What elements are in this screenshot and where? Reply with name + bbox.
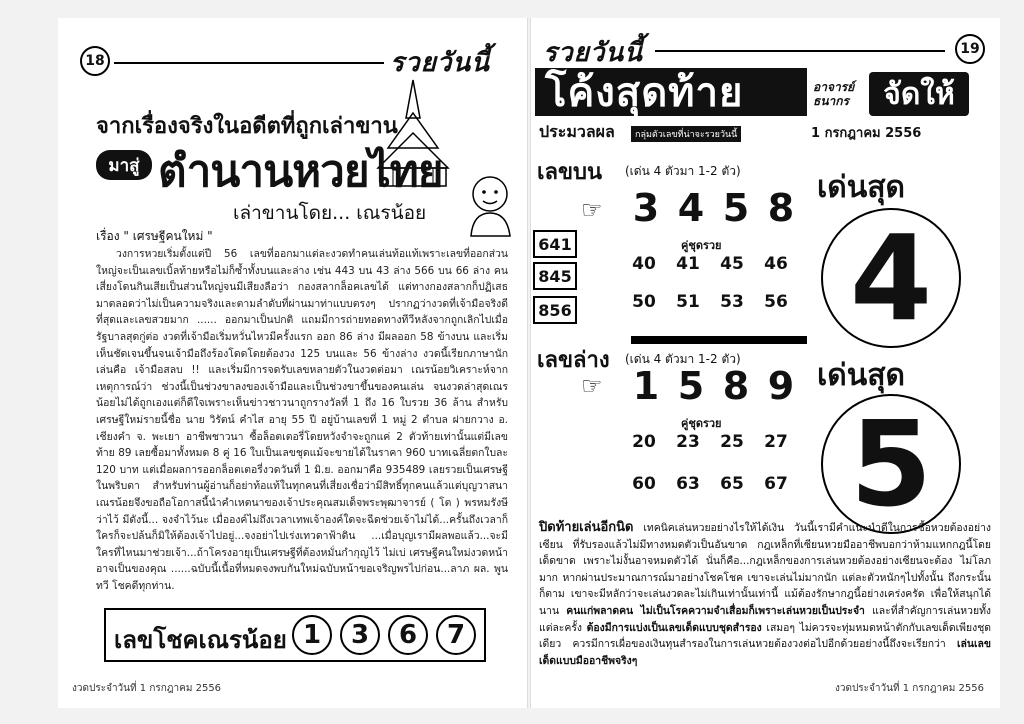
lucky-number-2: 3 [340, 615, 380, 655]
top-pair: 41 [676, 254, 700, 274]
section-divider [631, 336, 807, 344]
banner-title: โค้งสุดท้าย [535, 68, 807, 116]
den-sut-top-number: 4 [821, 208, 961, 348]
top-pair: 56 [764, 292, 788, 312]
bottom-pair: 23 [676, 432, 700, 452]
top-digit: 4 [677, 186, 705, 230]
top-pair: 50 [632, 292, 656, 312]
top-digit: 5 [722, 186, 750, 230]
author-name: ธนากร [813, 94, 849, 108]
lucky-number-1: 1 [292, 615, 332, 655]
pointing-hand-icon: ☞ [581, 196, 603, 224]
page-number: 18 [80, 46, 110, 76]
top-digit: 3 [632, 186, 660, 230]
top-pair: 40 [632, 254, 656, 274]
bottom-pair: 25 [720, 432, 744, 452]
closing-text: เทคนิคเล่นหวยอย่างไรให้ได้เงิน วันนี้เรามีคำแนะนำดีในการซื้อหวยต้องอย่างเซียน ที่รับรองแล้วไม่มีทางหมดตัวเป็นอันขาด กฎเหล็กที่เซียนหวยมืออาชีพบอกว่าห้ามแหกกฎนี้โดยเด็ดขาด เพราะไม่งั้นอาจหมดตัวได้ นั่นก็คือ...กฎเหล็กของการเล่นหวยต้องอย่างเซียนจะต้อง ไม่โลภมาก หากผ่านประมาณการณ์มาอย่างโชคโชค เขาจะเล่นไม่มากนัก แต่ละตัวหนักๆไปทั้งนั้น ถึงกระนั้นก็ตาม เขาจะมีหลักว่าจะเล่นงวดละไม่เกินเท่านั้นเท่านี้ แม้ต้องรักษากฎนี้อย่างเคร่งครัด เพื่อให้สนุกได้นาน [539, 522, 991, 617]
group-label: กลุ่มตัวเลขที่น่าจะรวยวันนี้ [631, 126, 741, 142]
side-number-box: 845 [533, 262, 577, 290]
header-rule [114, 62, 384, 64]
bottom-pair: 27 [764, 432, 788, 452]
page-footer: งวดประจำวันที่ 1 กรกฎาคม 2556 [72, 683, 222, 694]
author-badge: จัดให้ [869, 72, 969, 116]
den-sut-bottom-number: 5 [821, 394, 961, 534]
bottom-digit: 5 [677, 364, 705, 408]
top-pair: 45 [720, 254, 744, 274]
pointing-hand-icon: ☞ [581, 372, 603, 400]
bottom-section-label: เลขล่าง [537, 348, 610, 373]
top-section-label: เลขบน [537, 160, 603, 185]
brand-logo: รวยวันนี้ [390, 48, 490, 78]
closing-article [539, 520, 991, 669]
top-pair: 46 [764, 254, 788, 274]
bottom-pairs-label: คู่ชุดรวย [681, 417, 722, 430]
closing-text-2: และที่สำคัญการเล่นหวยทั้งแต่ละครั้ง [539, 604, 991, 634]
left-page [58, 18, 528, 708]
bottom-digit: 1 [632, 364, 660, 408]
closing-bold-1: คนแก่พลาดคน ไม่เป็นโรคความจำเสื่อมก็เพราะเล่นหวยเป็นประจำ [566, 604, 865, 617]
bottom-pair: 60 [632, 474, 656, 494]
top-pair: 51 [676, 292, 700, 312]
bottom-digit: 8 [722, 364, 750, 408]
header-line: จากเรื่องจริงในอดีตที่ถูกเล่าขาน [96, 114, 398, 139]
prak-label: ประมวลผล [539, 122, 615, 141]
author-title: อาจารย์ [813, 80, 855, 94]
monk-illustration [463, 168, 518, 238]
top-section-note: (เด่น 4 ตัวมา 1-2 ตัว) [625, 164, 741, 178]
right-page [530, 18, 1000, 708]
top-digit: 8 [767, 186, 795, 230]
bottom-digit: 9 [767, 364, 795, 408]
top-pair: 53 [720, 292, 744, 312]
lucky-number-4: 7 [436, 615, 476, 655]
den-sut-label: เด่นสุด [817, 358, 906, 393]
brand-logo: รวยวันนี้ [543, 38, 643, 68]
lucky-number-3: 6 [388, 615, 428, 655]
header-rule [655, 50, 945, 52]
article-body [96, 246, 508, 594]
bottom-pair: 67 [764, 474, 788, 494]
page-number: 19 [955, 34, 985, 64]
bottom-section-note: (เด่น 4 ตัวมา 1-2 ตัว) [625, 352, 741, 366]
side-number-box: 856 [533, 296, 577, 324]
closing-bold-3: เล่นเลขเด็ดแบบมืออาชีพจริงๆ [539, 638, 991, 667]
narrator-credit: เล่าขานโดย... เณรน้อย [233, 202, 427, 224]
lucky-number-box [104, 608, 486, 662]
closing-text-3: เสมอๆ ไม่ควรจะทุ่มหมดหน้าตักกับเลขเด็ดเพียงชุดเดียว ควรมีการเผื่อของเงินทุนสำรองในการเล่นหวยต้องวงต่อไปอีกด้วยอย่างนี้ถึงจะเรียกว่า [539, 621, 991, 651]
page-footer: งวดประจำวันที่ 1 กรกฎาคม 2556 [834, 683, 984, 694]
author-credit [813, 80, 854, 108]
masu-badge: มาสู่ [96, 150, 152, 180]
story-title: เรื่อง " เศรษฐีคนใหม่ " [96, 229, 213, 243]
lucky-label: เลขโชคเณรน้อย [114, 626, 287, 654]
article-body-text: วงการหวยเริ่มตั้งแต่ปี 56 เลขที่ออกมาแต่ละงวดทำคนเล่นท้อแท้เพราะเลขที่ออกส่วนใหญ่จะเป็นเลขเบิ้ลท้ายหรือไม่ก็ซ้ำทั้งบนและล่าง เช่น 443 บน 43 ล่าง 566 บน 66 ล่าง คนเสี่ยงโดนกินเสียเป็นส่วนใหญ่จนมีเสียงลือว่า กองสลากล็อคเลขได้ แต่ทางกองสลากก็ปฏิเสธมาตลอดว่าไม่เป็นความจริงและตามลำดับที่ผ่านมาท่าแบบตรงๆ ปรากฏว่างวดที่เจ้ามือจริงดีที่สุดและเลขสวยมาก ...... ออกมาเป็นปกติ แถมมีการถ่ายทอดทางทีวีหลังจากถูกเลิกไปเมื่อรัฐบาลสุดกู่ต่อ งวดที่เจ้ามือเริ่มหวั่นไหวมีครั้งแรก ออก 86 ล่าง มีผลออก 58 ข้างบน และเริ่มเห็นชัดเจนขึ้นจนเจ้ามือถึงร้องโดดโดยต้องวง 125 บนและ 56 ข้างล่าง งวดนี้เรียกภาษานักเล่นคือ เจ้ามือสลบ !! และเริ่มมีการจดรับเลขหลายตัวในงวดต่อมา เณรน้อยวิเคราะห์จากเหตุการณ์ว่า ช่วงนี้เป็นช่วงขาลงของเจ้ามือและเป็นช่วงขาขึ้นของคนเล่น จนงวดล่าสุดเณรน้อยไม่ได้ถูกเองแต่ก็ดีใจเพราะเห็นข่าวชาวนาถูกรางวัลที่ 1 ถึง 16 ใบรวย 36 ล้าน สำหรับเศรษฐีใหม่รายนี้ชื่อ นาย วิรัตน์ คำไส อายุ 55 ปี อยู่บ้านเลขที่ 1 หมู่ 2 ตำบล ฝายกวาง อ. เชียงคำ จ. พะเยา อาชีพชาวนา ซื้อล็อตเตอรี่โดยหวังจำจะถูกแค่ 2 ตัวท้ายเท่านั้นแต่มีเลขท้าย 89 เลยซื้อมาทั้งหมด 8 คู่ 16 ใบเป็นเลขชุดแม้จะขายได้ในราคา 960 บาทเฉลี่ยตกใบละ 120 บาท แต่เมื่อผลการออกล็อตเตอรี่งวดวันที่ 1 มิ.ย. ออกมาคือ 935489 เลยรวยเป็นเศรษฐีในพริบตา สำหรับท่านผู้อ่านก็อย่าท้อแท้ในทุกคนที่เสี่ยงเชื่อว่ามีสิทธิ์ทุกคนแล้วแต่บุญวาสนา เณรน้อยจึงขอถือโอกาสนี้นำคำเหตนาของเจ้าประคุณสมเด็จพระพุฒาจารย์ ( โต ) พรหมรังษี ว่าไว้ มีดังนี้... จงจำไว้นะ เมื่อองค์ไม่ถึงเวลาเทพเจ้าองค์ใดจะฉีดช่วยเจ้าไม่ได้...ครั้นถึงเวลาก็ใครก็จะปล้นก็มิให้ต้องเจ้าไปอยู่...จงอย่าไปเร่งเทวดาฟ้าดิน ...เมื่อบุญเรามีผลพอแล้ว...จะมีใครที่ไหนมาช่วยเจ้า...ถ้าโครงอายุเป็นเศรษฐีที่ต้องหมั่นกำกุญไว้ ไม่เบ่ เศรษฐีคนใหม่งวดหน้าอาจเป็นของคุณ ......ฉบับนี้เนื้อที่หมดจงพบกันใหม่ฉบับหน้าขอเจริญพรไปก่อน...ลาภ ผล. พูน ทวี โชคดีทุกท่าน. [96, 248, 508, 592]
side-number-box: 641 [533, 230, 577, 258]
bottom-pair: 65 [720, 474, 744, 494]
bottom-pair: 20 [632, 432, 656, 452]
bottom-pair: 63 [676, 474, 700, 494]
top-pairs-label: คู่ชุดรวย [681, 239, 722, 252]
den-sut-label: เด่นสุด [817, 170, 906, 205]
issue-date: 1 กรกฎาคม 2556 [811, 126, 922, 141]
page-title: ตำนานหวยไทย [158, 146, 443, 197]
closing-bold-2: ต้องมีการแบ่งเป็นเลขเด็ดแบบชุดสำรอง [586, 621, 762, 634]
closing-lead: ปิดท้ายเล่นอีกนิด [539, 520, 634, 535]
